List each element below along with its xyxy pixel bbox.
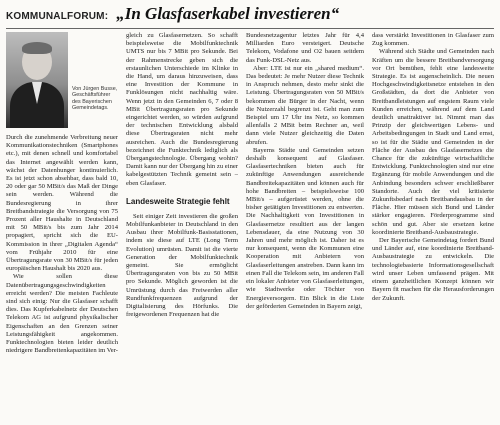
paragraph: Seit einiger Zeit investieren die großen Mobilfunkanbieter in Deutschland in den Ausbau ihrer Mobilfunk-Basisstationen, indem sie diese auf LTE (Long Term Evolution) umrüsten. Damit ist die vierte Generation der Mobilfunktechnik gemeint. Sie ermöglicht Übertragungsraten von bis zu 50 MBit pro Sekunde. Möglich geworden ist die Umrüstung durch das Freiwerden aller Rundfunkfrequenzen aufgrund der Digitalisierung des Hörfunks. Die freigewordenen Frequenzen hat die — [126, 212, 238, 319]
paragraph: Durch die zunehmende Verbreitung neuer Kommunikationstechniken (Smartphones etc.), mit denen schnell und komfortabel das Internet angewählt werden kann, wächst der Datenhunger kontinuierlich. Es ist jetzt schon absehbar, dass bald 10, 20 oder gar 50 MBit/s das Maß der Dinge sein werden. Während die Bundesregierung in ihrer Breitbandstrategie die Versorgung von 75 Prozent aller Haushalte in Deutschland mit 50 MBit/s bis zum Jahr 2014 propagiert, spricht sich die EU-Kommission in ihrer „Digitalen Agenda“ vom Frühjahr 2010 für eine Übertragungsrate von 30 MBit/s für jeden europäischen Haushalt bis 2020 aus. — [6, 134, 118, 273]
column-4 — [372, 32, 494, 421]
section-kicker: KOMMUNALFORUM: — [6, 11, 109, 22]
author-photo-block — [6, 32, 118, 130]
subheading: Landesweite Strategie fehlt — [126, 196, 230, 206]
paragraph: gleich zu Glasfasernetzen. So schafft beispielsweise die Mobilfunktechnik UMTS nur bis 7 MBit pro Sekunde. Bei der Rahmenstrecke geben sich die erstaunlichen Unterschiede im Klinke in die Hand, um daraus hinzuweisen, dass eine Investition der Kommune in Funklösungen nicht nachhaltig wäre. Wenn jetzt in den Gemeinden 6, 7 oder 8 MBit Übertragungsraten pro Sekunde eingerichtet werden, so würden aufgrund der technischen Entwicklung alsbald diese Übertragsraten nicht mehr ausreichen. Auch die Bundesregierung bezeichnet die Funktechnik lediglich als Übergangstechnologie. Übergang wohin? Damit kann nur der Übergang hin zu einer kabelgestützten Technik gemeint sein – eben Glasfaser. — [126, 32, 238, 187]
photo-caption: Von Jürgen Busse, Geschäftsführer des Bayerischen Gemeindetags. — [72, 86, 118, 112]
column-3 — [246, 32, 364, 421]
column-2 — [126, 32, 238, 421]
paragraph: Der Bayerische Gemeindetag fordert Bund und Länder auf, eine koordinierte Breitband-Ausbaustrategie zu entwickeln. Die technologiebasierte Informationsgesellschaft wird unser Leben umfassend prägen. Mit einem ganzheitlichen Konzept können wir Bayern fit machen für die Herausforderungen der Zukunft. — [372, 237, 494, 302]
author-portrait — [6, 32, 68, 128]
paragraph: Aber: LTE ist nur ein „shared medium“. Das bedeutet: Je mehr Nutzer diese Technik in Anspruch nehmen, desto mehr sinkt die Leistung. Übertragungsraten von 50 MBit/s bekommen die Bürger in der Nacht, wenn die Nutzerzahl begrenzt ist. Geht man zum Beispiel um 17 Uhr ins Netz, so kommen allenfalls 2 MBit beim Rechner an, weil dann viele Nutzer gleichzeitig die Daten abrufen. — [246, 64, 364, 146]
article-header — [6, 4, 494, 26]
column-1 — [6, 32, 118, 421]
paragraph: Während sich Städte und Gemeinden nach Kräften um die bessere Breitbandversorgung vor Ort bemühen, fehlt eine landesweite Strategie. Es ist augenscheinlich. Die neuen Hochgeschwindigkeitsnetze entstehen in den Großstädten, da dort die Anbieter von Breitbandleistungen auf engstem Raum viele Kunden erreichen, während auf dem Land deutlich unattraktiver ist. Nimmt man das Prinzip der gleichwertigen Lebens- und Arbeitsbedingungen in Stadt und Land ernst, so ist für die Städte und Gemeinden in der Fläche der Ausbau des Glasfasernetzes die Chance für die zukünftige wirtschaftliche Entwicklung. Funktechnologien sind nur eine Ergänzung für mobile Anwendungen und die Anbindung besonders schwer erschließbarer Standorte. Auch der viel kritisierte Zukunftsbedarf nach Breitbandausbau in der Fläche. Hier müssen sich Bund und Länder stärker engagieren. Förderprogramme sind schön und gut. Aber sie ersetzen keine koordinierte Breitband-Ausbaustrategie. — [372, 48, 494, 236]
paragraph: Wie sollen diese Datenübertragungsgeschwindigkeiten erreicht werden? Die meisten Fachleute sind sich einig: Nur die Glasfaser schafft dies. Das Kupferkabelnetz der Deutschen Telekom AG ist aufgrund physikalischer Eigenschaften an den Grenzen seiner Leistungsfähigkeit angekommen. Funktechnologien bieten leider deutlich niedrigere Bandbreitenkapazitäten im Ver- — [6, 273, 118, 355]
header-divider — [6, 28, 494, 29]
paragraph: dass verstärkt Investitionen in Glasfaser zum Zug kommen. — [372, 32, 494, 48]
paragraph: Bayerns Städte und Gemeinden setzen deshalb konsequent auf Glasfaser. Glasfasertechniken bieten auch für zukünftige Anwendungen ausreichende Bandbreitekapazitäten und können auch für hohe Bandbreiten – beispielsweise 100 MBit/s – aufgerüstet werden, ohne die bisher getätigten Investitionen zu entwerten. Die Nachhaltigkeit von Investitionen in Glasfasernetze resultiert aus der langen Lebensdauer, da eine Nutzung von 30 Jahren und mehr möglich ist. Daher ist es nur konsequent, wenn die Kommunen eine Kooperation mit Anbietern von Glasfaserleitungen anstreben. Dann kann im einen Fall die Telekom sein, im anderen Fall ein lokaler Anbieter von Glasfaserleitungen, wie Stadtwerke oder Töchter von Energieversorgern. Ein Blick in die Liste der geförderten Gemeinden in Bayern zeigt, — [246, 146, 364, 310]
article-headline: „In Glasfaserkabel investieren“ — [116, 4, 340, 23]
paragraph: Bundesnetzagentur letztes Jahr für 4,4 Milliarden Euro versteigert. Deutsche Telekom, Vodafone und O2 bauen seitdem das Funk-DSL-Netz aus. — [246, 32, 364, 64]
